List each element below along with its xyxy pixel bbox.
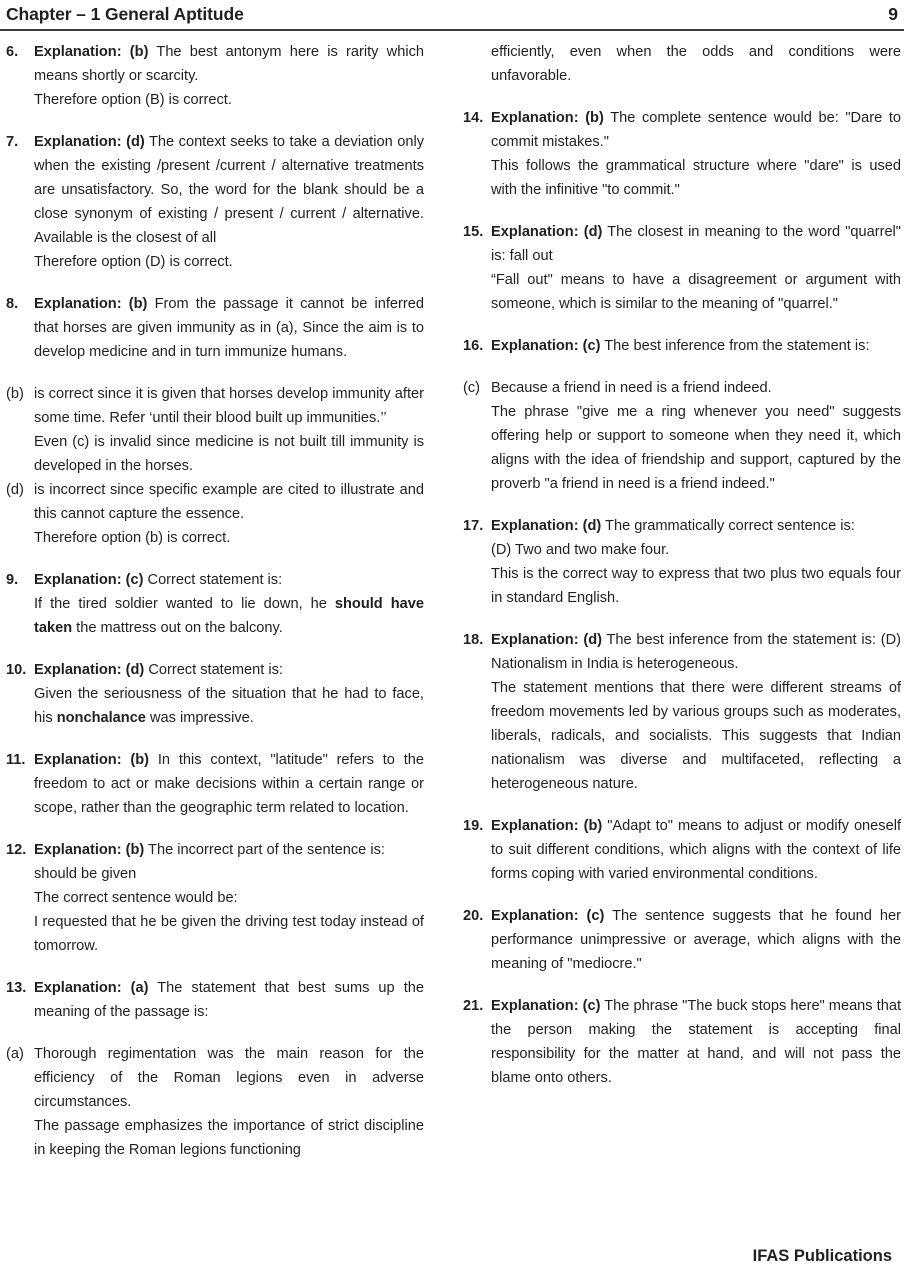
item-body	[34, 658, 424, 730]
item-marker: 11.	[6, 751, 26, 768]
item-body	[491, 628, 901, 796]
sub-option-item	[6, 382, 424, 478]
explanation-item	[6, 838, 424, 958]
explanation-label: Explanation: (b)	[491, 109, 604, 126]
explanation-label: Explanation: (b)	[34, 295, 148, 312]
page-number: 9	[888, 4, 898, 24]
explanation-line: Explanation: (c) The best inference from the statement is:	[491, 337, 870, 354]
explanation-line: Even (c) is invalid since medicine is not built till immunity is developed in the horses.	[34, 433, 424, 474]
explanation-label: Explanation: (d)	[34, 133, 145, 150]
explanation-line: Explanation: (d) The grammatically correct sentence is:	[491, 517, 855, 534]
explanation-label: Explanation: (d)	[491, 223, 603, 240]
item-marker: 13.	[6, 979, 27, 996]
page-header	[0, 0, 904, 31]
explanation-label: Explanation: (c)	[491, 997, 601, 1014]
chapter-title: Chapter – 1 General Aptitude	[6, 4, 244, 24]
explanation-line: The correct sentence would be:	[34, 889, 238, 906]
explanation-item	[6, 292, 424, 364]
item-body	[491, 334, 901, 358]
explanation-label: Explanation: (d)	[491, 517, 602, 534]
explanation-line: Explanation: (c) The phrase "The buck stops here" means that the person making the statement is accepting final responsibility for the matter at hand, and will not pass the blame onto others.	[491, 997, 901, 1086]
item-body	[491, 376, 901, 496]
item-marker: (c)	[463, 379, 481, 396]
explanation-line: Given the seriousness of the situation that he had to face, his nonchalance was impressive.	[34, 685, 424, 726]
explanation-label: Explanation: (b)	[491, 817, 603, 834]
explanation-line: Explanation: (d) Correct statement is:	[34, 661, 283, 678]
item-marker: 7.	[6, 133, 19, 150]
right-items	[463, 106, 901, 1090]
item-marker: (d)	[6, 481, 24, 498]
explanation-line: Explanation: (d) The closest in meaning to the word "quarrel" is: fall out	[491, 223, 901, 264]
explanation-item	[463, 904, 901, 976]
explanation-line: Explanation: (b) The incorrect part of the sentence is:	[34, 841, 385, 858]
explanation-line: Explanation: (c) The sentence suggests that he found her performance unimpressive or average, which aligns with the meaning of "mediocre."	[491, 907, 901, 972]
explanation-item	[6, 658, 424, 730]
emphasis-text: should have taken	[34, 595, 424, 636]
explanation-line: Explanation: (d) The best inference from the statement is: (D) Nationalism in India is heterogeneous.	[491, 631, 901, 672]
explanation-item	[6, 568, 424, 640]
explanation-line: Therefore option (B) is correct.	[34, 91, 232, 108]
explanation-item	[463, 994, 901, 1090]
explanation-label: Explanation: (b)	[34, 841, 145, 858]
explanation-line: Explanation: (d) The context seeks to take a deviation only when the existing /present /current / alternative treatments are unsatisfactory. So, the word for the blank should be a close synonym of existing / present / current / alternative. Available is the closest of all	[34, 133, 424, 246]
item-body	[491, 514, 901, 610]
item-body	[34, 568, 424, 640]
explanation-item	[463, 514, 901, 610]
left-column	[0, 40, 452, 1162]
item-marker: (a)	[6, 1045, 24, 1062]
explanation-line: This is the correct way to express that two plus two equals four in standard English.	[491, 565, 901, 606]
item-body	[34, 382, 424, 478]
continued-paragraph: efficiently, even when the odds and conditions were unfavorable.	[491, 43, 901, 84]
explanation-line: Therefore option (b) is correct.	[34, 529, 231, 546]
explanation-item	[6, 40, 424, 112]
explanation-item	[6, 130, 424, 274]
explanation-label: Explanation: (b)	[34, 751, 150, 768]
explanation-label: Explanation: (b)	[34, 43, 149, 60]
explanation-line: Explanation: (b) The best antonym here is rarity which means shortly or scarcity.	[34, 43, 424, 84]
explanation-item	[463, 334, 901, 358]
explanation-line: Thorough regimentation was the main reason for the efficiency of the Roman legions even in adverse circumstances.	[34, 1045, 424, 1110]
explanation-line: is correct since it is given that horses develop immunity after some time. Refer ‘until their blood built up immunities.’’	[34, 385, 424, 426]
item-body	[491, 994, 901, 1090]
explanation-line: The statement mentions that there were different streams of freedom movements led by various groups such as moderates, liberals, radicals, and socialists. This suggests that Indian nationalism was diverse and multifaceted, reflecting a heterogeneous nature.	[491, 679, 901, 792]
explanation-line: Explanation: (b) The complete sentence would be: "Dare to commit mistakes."	[491, 109, 901, 150]
explanation-label: Explanation: (a)	[34, 979, 149, 996]
item-marker: 14.	[463, 109, 484, 126]
explanation-line: Explanation: (c) Correct statement is:	[34, 571, 283, 588]
two-column-body	[0, 31, 904, 1162]
item-body	[491, 904, 901, 976]
explanation-line: The passage emphasizes the importance of strict discipline in keeping the Roman legions functioning	[34, 1117, 424, 1158]
explanation-label: Explanation: (c)	[34, 571, 144, 588]
publisher-footer: IFAS Publications	[752, 1247, 892, 1265]
explanation-line: If the tired soldier wanted to lie down, he should have taken the mattress out on the balcony.	[34, 595, 424, 636]
explanation-line: Because a friend in need is a friend indeed.	[491, 379, 772, 396]
item-marker: 15.	[463, 223, 484, 240]
explanation-line: “Fall out" means to have a disagreement or argument with someone, which is similar to the meaning of "quarrel."	[491, 271, 901, 312]
item-marker: 19.	[463, 817, 484, 834]
explanation-line: should be given	[34, 865, 137, 882]
item-marker: 17.	[463, 517, 484, 534]
item-marker: 10.	[6, 661, 27, 678]
explanation-item	[6, 976, 424, 1024]
explanation-label: Explanation: (d)	[34, 661, 145, 678]
emphasis-text: nonchalance	[56, 709, 146, 726]
explanation-line: The phrase "give me a ring whenever you need" suggests offering help or support to someone when they need it, which aligns with the idea of friendship and support, captured by the proverb "a friend in need is a friend indeed."	[491, 403, 901, 492]
item-body	[34, 748, 424, 820]
item-body	[34, 292, 424, 364]
item-marker: 20.	[463, 907, 484, 924]
explanation-line: This follows the grammatical structure where "dare" is used with the infinitive "to commit."	[491, 157, 901, 198]
sub-option-item	[6, 1042, 424, 1162]
explanation-line: Explanation: (b) From the passage it cannot be inferred that horses are given immunity as in (a), Since the aim is to develop medicine and in turn immunize humans.	[34, 295, 424, 360]
item-body	[491, 814, 901, 886]
explanation-line: I requested that he be given the driving test today instead of tomorrow.	[34, 913, 424, 954]
explanation-line: Therefore option (D) is correct.	[34, 253, 233, 270]
item-body	[34, 478, 424, 550]
sub-option-item	[6, 478, 424, 550]
item-marker: 12.	[6, 841, 27, 858]
explanation-line: Explanation: (b) In this context, "latitude" refers to the freedom to act or make decisions within a certain range or scope, rather than the geographic term related to location.	[34, 751, 424, 816]
item-body	[34, 1042, 424, 1162]
sub-option-item	[463, 376, 901, 496]
item-body	[34, 40, 424, 112]
item-marker: 18.	[463, 631, 484, 648]
explanation-item	[463, 106, 901, 202]
explanation-item	[6, 748, 424, 820]
explanation-item	[463, 814, 901, 886]
item-marker: 6.	[6, 43, 19, 60]
item-marker: 21.	[463, 997, 484, 1014]
item-body	[491, 220, 901, 316]
item-body	[34, 976, 424, 1024]
explanation-line: (D) Two and two make four.	[491, 541, 670, 558]
item-marker: 8.	[6, 295, 19, 312]
explanation-line: Explanation: (a) The statement that best sums up the meaning of the passage is:	[34, 979, 424, 1020]
explanation-label: Explanation: (c)	[491, 907, 605, 924]
item-body	[34, 838, 424, 958]
explanation-label: Explanation: (d)	[491, 631, 602, 648]
right-column	[452, 40, 904, 1162]
item-marker: (b)	[6, 385, 24, 402]
explanation-label: Explanation: (c)	[491, 337, 601, 354]
item-marker: 9.	[6, 571, 19, 588]
explanation-line: Explanation: (b) "Adapt to" means to adjust or modify oneself to suit different conditions, which aligns with the context of life forms coping with varied environmental conditions.	[491, 817, 901, 882]
item-marker: 16.	[463, 337, 484, 354]
explanation-line: is incorrect since specific example are cited to illustrate and this cannot capture the essence.	[34, 481, 424, 522]
item-body	[34, 130, 424, 274]
explanation-item	[463, 220, 901, 316]
item-body	[491, 106, 901, 202]
explanation-item	[463, 628, 901, 796]
